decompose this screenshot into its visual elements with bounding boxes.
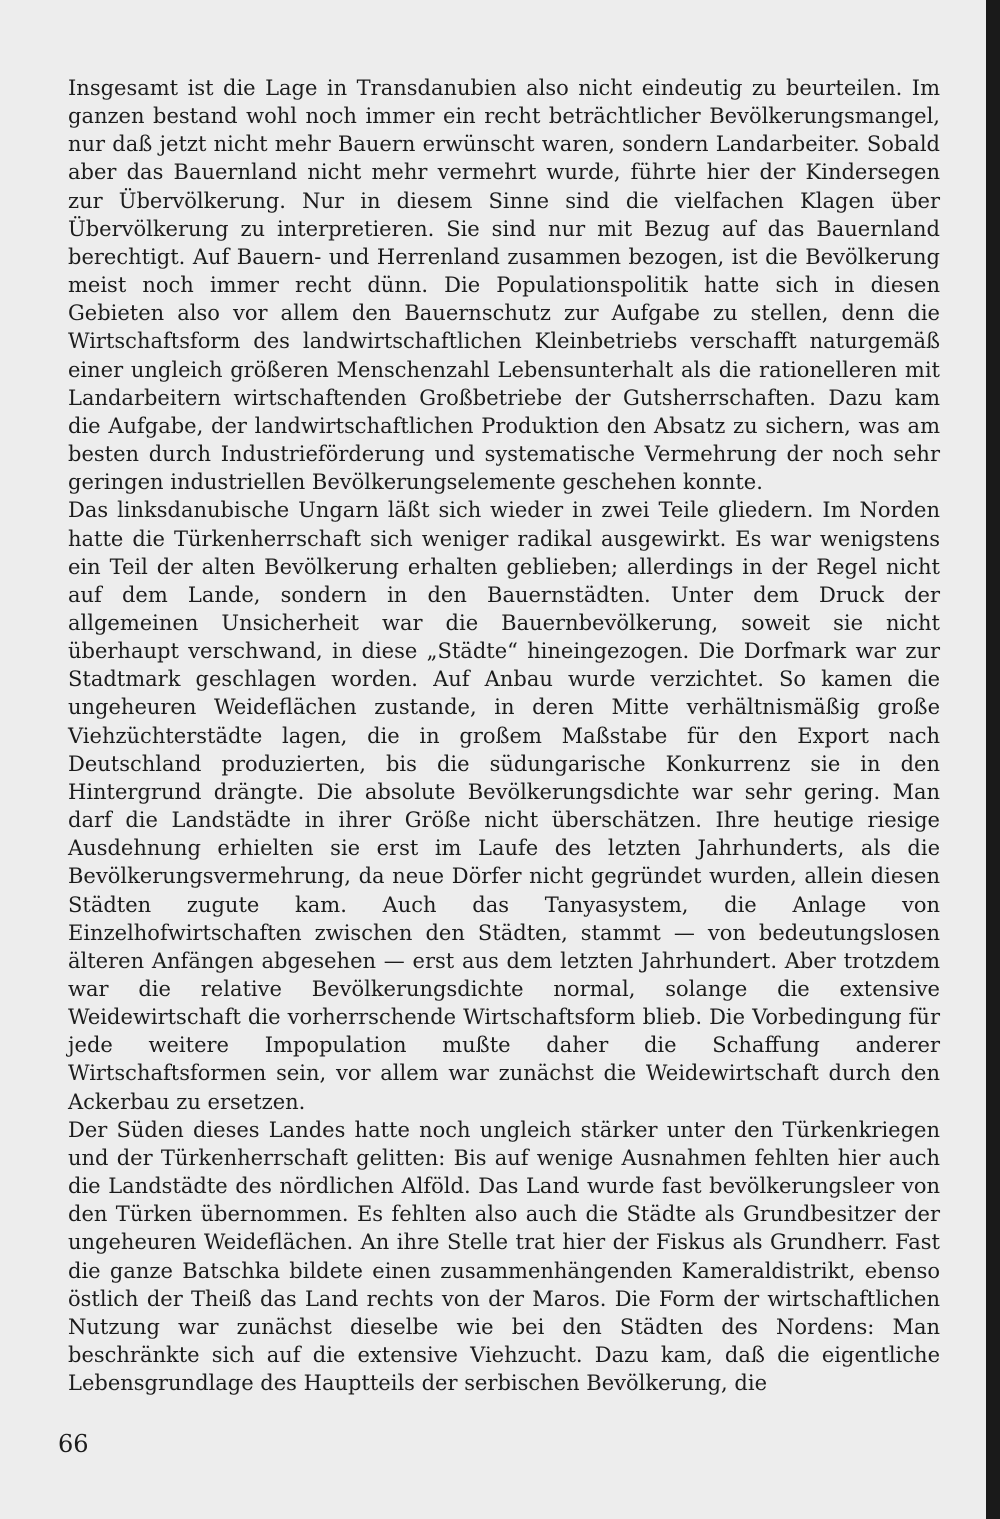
page-number: 66 <box>58 1430 89 1458</box>
paragraph-transdanubien: Insgesamt ist die Lage in Transdanubien also nicht eindeutig zu beurteilen. Im ganzen bestand wohl noch immer ein recht beträchtlicher Bevölkerungsmangel, nur daß jetzt nicht mehr Bauern erwünscht waren, sondern Landarbeiter. Sobald aber das Bauernland nicht mehr vermehrt wurde, führte hier der Kindersegen zur Übervölkerung. Nur in diesem Sinne sind die vielfachen Klagen über Übervölkerung zu interpretieren. Sie sind nur mit Bezug auf das Bauernland berechtigt. Auf Bauern- und Herrenland zusammen bezogen, ist die Bevölkerung meist noch immer recht dünn. Die Populationspolitik hatte sich in diesen Gebieten also vor allem den Bauernschutz zur Aufgabe zu stellen, denn die Wirtschaftsform des landwirtschaftlichen Kleinbetriebs verschafft naturgemäß einer ungleich größeren Menschenzahl Lebensunterhalt als die rationelleren mit Landarbeitern wirtschaftenden Großbetriebe der Gutsherrschaften. Dazu kam die Aufgabe, der landwirtschaftlichen Produktion den Absatz zu sichern, was am besten durch Industrieförderung und systematische Vermehrung der noch sehr geringen industriellen Bevölkerungselemente geschehen konnte. <box>68 76 940 495</box>
body-text <box>68 74 940 1397</box>
paragraph-linksdanubisches-ungarn: Das linksdanubische Ungarn läßt sich wieder in zwei Teile gliedern. Im Norden hatte die Türkenherrschaft sich weniger radikal ausgewirkt. Es war wenigstens ein Teil der alten Bevölkerung erhalten geblieben; allerdings in der Regel nicht auf dem Lande, sondern in den Bauernstädten. Unter dem Druck der allgemeinen Unsicherheit war die Bauernbevölkerung, soweit sie nicht überhaupt verschwand, in diese „Städte“ hineingezogen. Die Dorfmark war zur Stadtmark geschlagen worden. Auf Anbau wurde verzichtet. So kamen die ungeheuren Weideflächen zustande, in deren Mitte verhältnismäßig große Viehzüchterstädte lagen, die in großem Maßstabe für den Export nach Deutschland produzierten, bis die südungarische Konkurrenz sie in den Hintergrund drängte. Die absolute Bevölkerungsdichte war sehr gering. Man darf die Landstädte in ihrer Größe nicht überschätzen. Ihre heutige riesige Ausdehnung erhielten sie erst im Laufe des letzten Jahrhunderts, als die Bevölkerungsvermehrung, da neue Dörfer nicht gegründet wurden, allein diesen Städten zugute kam. Auch das Tanyasystem, die Anlage von Einzelhofwirtschaften zwischen den Städten, stammt — von bedeutungslosen älteren Anfängen abgesehen — erst aus dem letzten Jahrhundert. Aber trotzdem war die relative Bevölkerungsdichte normal, solange die extensive Weidewirtschaft die vorherrschende Wirtschaftsform blieb. Die Vorbedingung für jede weitere Impopulation mußte daher die Schaffung anderer Wirtschaftsformen sein, vor allem war zunächst die Weidewirtschaft durch den Ackerbau zu ersetzen. <box>68 498 940 1114</box>
paragraph-sueden: Der Süden dieses Landes hatte noch ungleich stärker unter den Türkenkriegen und der Türkenherrschaft gelitten: Bis auf wenige Ausnahmen fehlten hier auch die Landstädte des nördlichen Alföld. Das Land wurde fast bevölkerungsleer von den Türken übernommen. Es fehlten also auch die Städte als Grundbesitzer der ungeheuren Weideflächen. An ihre Stelle trat hier der Fiskus als Grundherr. Fast die ganze Batschka bildete einen zusammenhängenden Kameraldistrikt, ebenso östlich der Theiß das Land rechts von der Maros. Die Form der wirtschaftlichen Nutzung war zunächst dieselbe wie bei den Städten des Nordens: Man beschränkte sich auf die extensive Viehzucht. Dazu kam, daß die eigentliche Lebensgrundlage des Hauptteils der serbischen Bevölkerung, die <box>68 1117 940 1396</box>
